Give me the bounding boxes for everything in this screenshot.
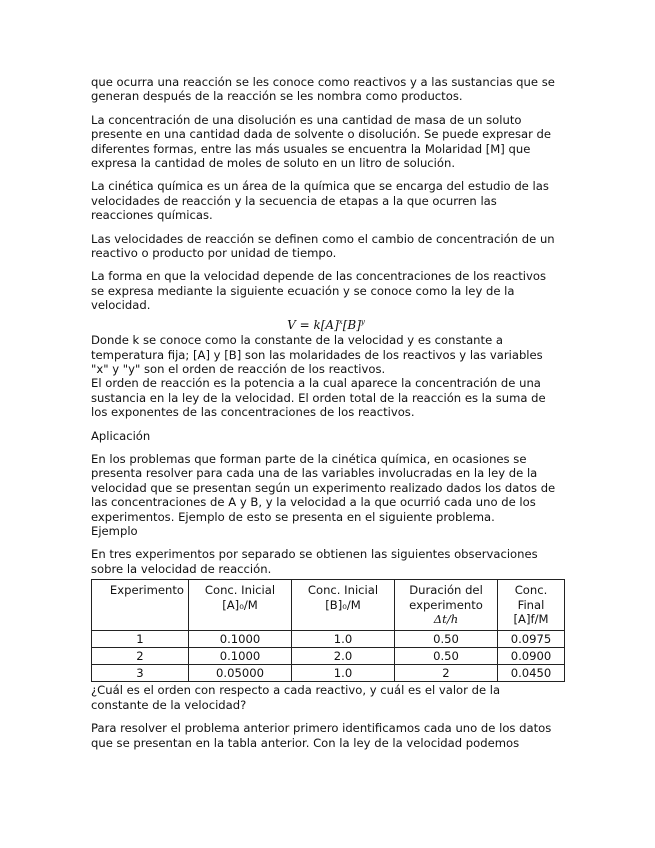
table-cell: 0.0975 xyxy=(498,631,565,648)
header-conc-b: Conc. Inicial [B]₀/M xyxy=(292,580,395,631)
header-conc-a: Conc. Inicial [A]₀/M xyxy=(189,580,292,631)
header-experimento: Experimento xyxy=(92,580,189,631)
table-cell: 1.0 xyxy=(292,665,395,682)
table-row xyxy=(92,665,565,682)
paragraph-orden-reaccion: El orden de reacción es la potencia a la cual aparece la concentración de una sustancia en la ley de la velocidad. El orden total de la reacción es la suma de los exponentes de las concentraciones de los reactivos. xyxy=(91,376,546,420)
equation-rhs-b: [B] xyxy=(342,317,361,332)
paragraph-problemas: En los problemas que forman parte de la cinética química, en ocasiones se presenta resolver para cada una de las variables involucradas en la ley de la velocidad que se presentan según un experimento realizado dados los datos de las concentraciones de A y B, y la velocidad a la que ocurrió cada uno de los experimentos. Ejemplo de esto se presenta en el siguiente problema. xyxy=(91,451,556,524)
paragraph-concentracion: La concentración de una disolución es una cantidad de masa de un soluto presente en una cantidad dada de solvente o disolución. Se puede expresar de diferentes formas, entre las más usuales se encuentra la Molaridad [M] que expresa la cantidad de moles de soluto en un litro de solución. xyxy=(91,112,552,171)
document-page xyxy=(91,75,561,759)
paragraph-pregunta: ¿Cuál es el orden con respecto a cada reactivo, y cuál es el valor de la constante de la velocidad? xyxy=(91,683,501,712)
header-conc-final: Conc. Final [A]f/M xyxy=(498,580,565,631)
table-cell: 3 xyxy=(92,665,189,682)
table-cell: 0.05000 xyxy=(189,665,292,682)
paragraph-velocidades: Las velocidades de reacción se definen como el cambio de concentración de un reactivo o producto por unidad de tiempo. xyxy=(91,231,555,261)
table-row xyxy=(92,631,565,648)
paragraph-donde-k: Donde k se conoce como la constante de la velocidad y es constante a temperatura fija; [A] y [B] son las molaridades de los reactivos y las variables "x" y "y" son el orden de reacción de los reactivos. xyxy=(91,333,543,376)
table-cell: 2 xyxy=(92,648,189,665)
table-header-row xyxy=(92,580,565,631)
equation-rhs-a: k[A] xyxy=(313,317,339,332)
table-cell: 2 xyxy=(395,665,498,682)
table-cell: 0.50 xyxy=(395,648,498,665)
experiments-table xyxy=(91,579,565,682)
table-cell: 1.0 xyxy=(292,631,395,648)
table-cell: 2.0 xyxy=(292,648,395,665)
table-cell: 0.1000 xyxy=(189,648,292,665)
equation-exp-y: y xyxy=(360,317,365,326)
paragraph-reactivos: que ocurra una reacción se les conoce como reactivos y a las sustancias que se generan después de la reacción se les nombra como productos. xyxy=(91,75,555,104)
rate-law-equation: $V = k[A]^x[B]^y$ xyxy=(287,317,365,332)
paragraph-cinetica: La cinética química es un área de la química que se encarga del estudio de las velocidades de reacción y la secuencia de etapas a la que ocurren las reacciones químicas. xyxy=(91,179,549,223)
equation-lhs: V xyxy=(287,317,296,332)
table-cell: 0.50 xyxy=(395,631,498,648)
equation-exp-x: x xyxy=(338,317,343,326)
paragraph-experimentos: En tres experimentos por separado se obtienen las siguientes observaciones sobre la velocidad de reacción. xyxy=(91,547,538,576)
table-cell: 1 xyxy=(92,631,189,648)
header-duracion: Duración del experimento Δt/h xyxy=(395,580,498,631)
paragraph-resolver: Para resolver el problema anterior primero identificamos cada uno de los datos que se presentan en la tabla anterior. Con la ley de la velocidad podemos xyxy=(91,721,552,750)
table-cell: 0.0450 xyxy=(498,665,565,682)
table-row xyxy=(92,648,565,665)
table-cell: 0.1000 xyxy=(189,631,292,648)
heading-ejemplo: Ejemplo xyxy=(91,523,138,538)
heading-aplicacion: Aplicación xyxy=(91,428,151,443)
table-cell: 0.0900 xyxy=(498,648,565,665)
paragraph-ley-velocidad: La forma en que la velocidad depende de las concentraciones de los reactivos se expresa mediante la siguiente ecuación y se conoce como la ley de la velocidad. xyxy=(91,269,547,313)
